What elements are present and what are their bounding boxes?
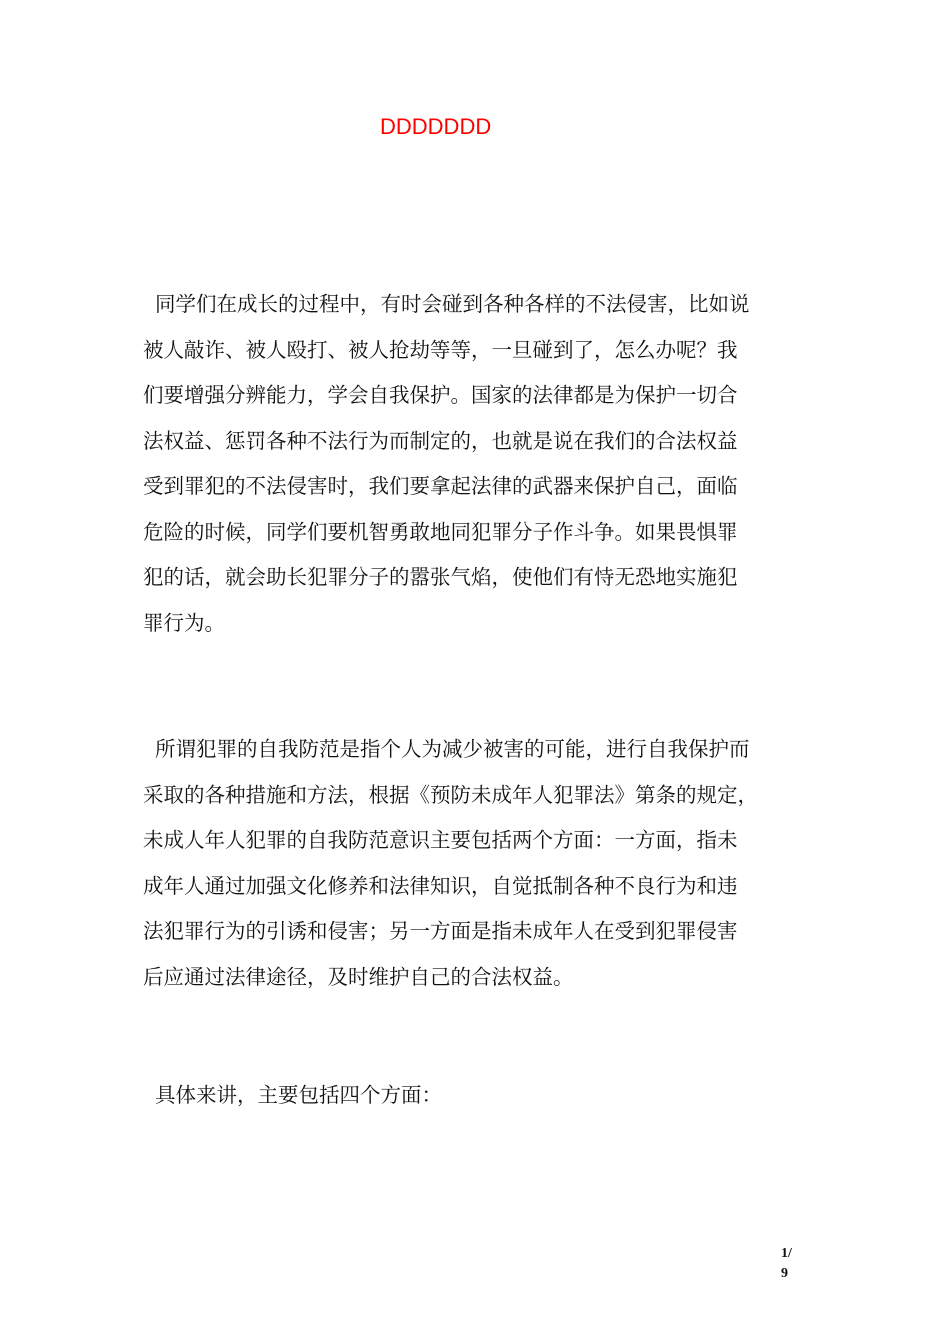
- paragraph-line: 被人敲诈、被人殴打、被人抢劫等等，一旦碰到了，怎么办呢？我: [143, 337, 738, 362]
- paragraph-line: 法权益、惩罚各种不法行为而制定的，也就是说在我们的合法权益: [143, 428, 738, 453]
- paragraph-line: 罪行为。: [143, 610, 225, 635]
- paragraph-line: 同学们在成长的过程中，有时会碰到各种各样的不法侵害，比如说: [155, 292, 750, 316]
- paragraph-line: 受到罪犯的不法侵害时，我们要拿起法律的武器来保护自己，面临: [143, 474, 738, 498]
- paragraph-1: [143, 282, 813, 646]
- page-number-current: 1/: [781, 1246, 792, 1261]
- page-number: [781, 1244, 811, 1284]
- paragraph-line: 未成人年人犯罪的自我防范意识主要包括两个方面：一方面，指未: [143, 828, 738, 852]
- header-title: DDDDDDD: [380, 114, 492, 139]
- paragraph-line: 法犯罪行为的引诱和侵害；另一方面是指未成年人在受到犯罪侵害: [143, 919, 738, 943]
- paragraph-line: 采取的各种措施和方法，根据《预防未成年人犯罪法》第条的规定，: [143, 782, 758, 807]
- paragraph-line: 危险的时候，同学们要机智勇敢地同犯罪分子作斗争。如果畏惧罪: [143, 519, 738, 544]
- paragraph-line: 具体来讲，主要包括四个方面：: [155, 1083, 442, 1107]
- paragraph-2: [143, 727, 813, 1000]
- page-number-total: 9: [781, 1266, 788, 1281]
- paragraph-3: [143, 1073, 813, 1119]
- paragraph-line: 们要增强分辨能力，学会自我保护。国家的法律都是为保护一切合: [143, 383, 738, 407]
- paragraph-line: 后应通过法律途径，及时维护自己的合法权益。: [143, 964, 574, 989]
- paragraph-line: 所谓犯罪的自我防范是指个人为减少被害的可能，进行自我保护而: [155, 737, 750, 761]
- paragraph-line: 犯的话，就会助长犯罪分子的嚣张气焰，使他们有恃无恐地实施犯: [143, 565, 738, 589]
- paragraph-line: 成年人通过加强文化修养和法律知识，自觉抵制各种不良行为和违: [143, 873, 738, 898]
